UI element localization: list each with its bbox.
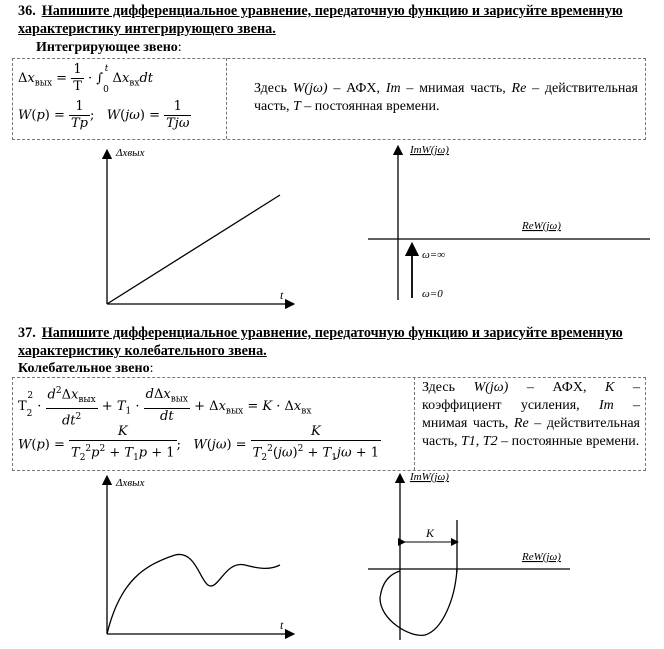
- q36-transfer-function: W(p) = $\frac{1}{Tp}$ ; W(jω) = $\frac{1}{\text{Tjω}}$: [18, 99, 190, 131]
- q36-subtitle-colon: :: [177, 40, 182, 55]
- q37-number: 37.: [18, 325, 36, 341]
- q36-title: Напишите дифференциальное уравнение, передаточную функцию и зарисуйте временную характеристику интегрирующего звена.: [18, 3, 623, 37]
- q36-subtitle: [36, 40, 182, 56]
- q37-note-t2: T2: [482, 434, 498, 449]
- q37-oscillation-curve: [107, 554, 280, 634]
- q37-note-afx: – АФХ,: [508, 380, 606, 395]
- q36-graph-y-label: Δxвых: [116, 147, 145, 159]
- q36-note-t-desc: – постоянная времени.: [300, 99, 440, 114]
- q36-diff-equation: $\Delta x_{вых}$ = $\frac{1}{T}$ · $\int_0^t$ $\Delta x_{вх}dt$: [18, 62, 153, 95]
- q36-note-re: Re: [511, 81, 527, 96]
- q36-afc-graph: [360, 140, 660, 305]
- q37-note-prefix: Здесь: [422, 380, 474, 395]
- q37-subtitle-colon: :: [149, 361, 154, 376]
- q36-note-w: W(jω): [292, 81, 328, 96]
- q37-note: [422, 379, 640, 451]
- q37-graph-y-label: Δxвых: [116, 477, 145, 489]
- q37-heading: [18, 324, 646, 360]
- q36-omega-zero: ω=0: [422, 288, 443, 300]
- q36-number: 36.: [18, 3, 36, 19]
- q36-afc-y-label: ImW(jω): [410, 144, 449, 156]
- q36-note-im: Im: [385, 81, 401, 96]
- q37-time-response-graph: [90, 470, 300, 640]
- q37-note-re: Re: [513, 416, 529, 431]
- q37-afc-y-label: ImW(jω): [410, 471, 449, 483]
- q36-graph-x-label: t: [280, 288, 284, 302]
- q36-note-re-desc: – действительная часть,: [254, 81, 638, 114]
- q37-afc-curve: [380, 569, 457, 635]
- q37-note-k-desc: – коэффициент усиления,: [422, 380, 640, 413]
- q37-diff-equation: $T_2^2$ · $\frac{d^2\Delta x_{вых}}{dt^2}$ + $T_1$ · $\frac{d\Delta x_{вых}}{dt}$ + $\Delta x_{вых} = K \cdot \Delta x_{вх}$: [18, 383, 311, 429]
- q37-box-divider: [414, 377, 415, 470]
- q37-title: Напишите дифференциальное уравнение, передаточную функцию и зарисуйте временную характеристику колебательного звена.: [18, 325, 623, 359]
- q37-afc-x-label: ReW(jω): [522, 551, 561, 563]
- q37-note-k: K: [605, 380, 615, 395]
- q36-note-afx: – АФХ,: [327, 81, 386, 96]
- q37-note-t-desc: – постоянные времени.: [497, 434, 640, 449]
- q37-note-sep: ,: [475, 434, 483, 449]
- q37-note-im-desc: – мнимая часть,: [422, 398, 640, 431]
- q37-note-re-desc: – действительная часть,: [422, 416, 640, 449]
- q36-ramp-line: [107, 195, 280, 304]
- q37-transfer-function: W(p) = $\frac{K}{T_2^2p^2 + T_1p + 1}$ ; W(jω) = $\frac{K}{T_2^2(j\omega)^2 + T_1j\omega + 1}$: [18, 424, 379, 463]
- q37-note-w: W(jω): [473, 380, 509, 395]
- q36-subtitle-text: Интегрирующее звено: [36, 40, 178, 55]
- q37-k-label: K: [426, 526, 435, 540]
- q37-note-t1: T1: [460, 434, 476, 449]
- q37-subtitle-text: Колебательное звено: [18, 361, 150, 376]
- q37-note-im: Im: [598, 398, 614, 413]
- q36-heading: [18, 2, 646, 38]
- q36-note: [254, 80, 638, 116]
- q36-note-im-desc: – мнимая часть,: [400, 81, 512, 96]
- q36-note-t: T: [292, 99, 301, 114]
- q36-time-response-graph: [90, 140, 300, 310]
- q37-graph-x-label: t: [280, 618, 284, 632]
- q36-omega-inf: ω=∞: [422, 249, 446, 261]
- q37-subtitle: [18, 361, 153, 377]
- q36-afc-x-label: ReW(jω): [522, 220, 561, 232]
- q36-note-prefix: Здесь: [254, 81, 293, 96]
- q36-box-divider: [226, 58, 227, 139]
- q37-afc-graph: [360, 470, 660, 645]
